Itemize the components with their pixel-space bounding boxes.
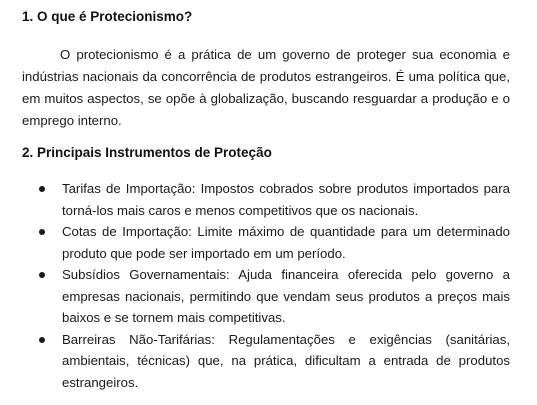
list-item <box>22 264 510 329</box>
section-heading-instrumentos: 2. Principais Instrumentos de Proteção <box>22 145 272 160</box>
list-item-text: Subsídios Governamentais: Ajuda financeira oferecida pelo governo a empresas nacionais, permitindo que vendam seus produtos a preços mais baixos e se tornem mais competitivas. <box>62 267 510 325</box>
list-item-text: Cotas de Importação: Limite máximo de quantidade para um determinado produto que pode ser importado em um período. <box>62 224 510 261</box>
list-item <box>22 178 510 221</box>
list-item-text: Tarifas de Importação: Impostos cobrados sobre produtos importados para torná-los mais caros e menos competitivos que os nacionais. <box>62 181 510 218</box>
bullet-icon <box>39 229 45 235</box>
bullet-icon <box>39 186 45 192</box>
bullet-icon <box>39 337 45 343</box>
section-paragraph-protecionismo: O protecionismo é a prática de um governo de proteger sua economia e indústrias nacionais da concorrência de produtos estrangeiros. É uma política que, em muitos aspectos, se opõe à globalização, buscando resguardar a produção e o emprego interno. <box>22 47 510 128</box>
list-item <box>22 329 510 394</box>
bullet-icon <box>39 272 45 278</box>
section-heading-protecionismo: 1. O que é Protecionismo? <box>22 9 193 24</box>
instruments-list <box>22 178 510 393</box>
list-item-text: Barreiras Não-Tarifárias: Regulamentações e exigências (sanitárias, ambientais, técnicas) que, na prática, dificultam a entrada de produtos estrangeiros. <box>62 331 510 390</box>
list-item <box>22 221 510 264</box>
